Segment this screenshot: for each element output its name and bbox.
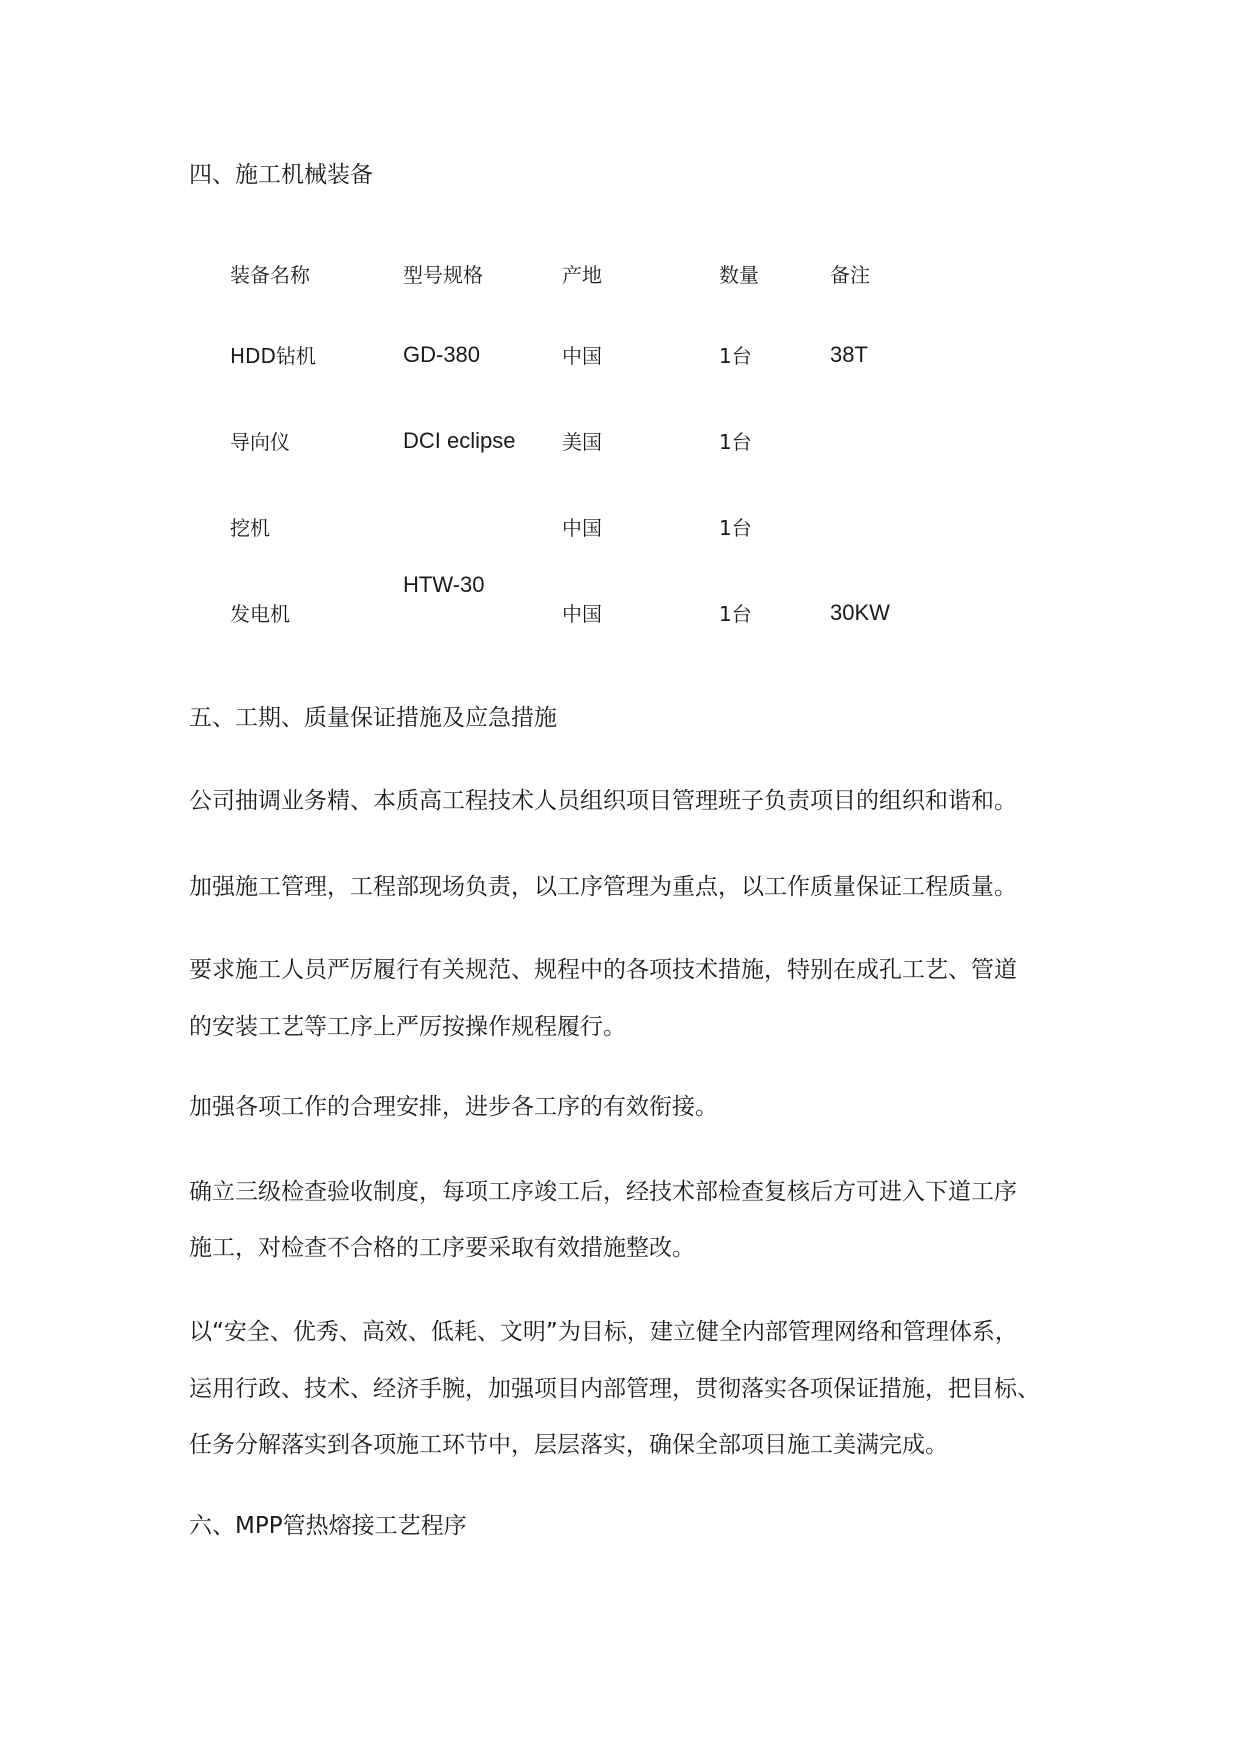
row-name: 发电机 [230,602,290,626]
row-qty: 1台 [719,430,752,454]
paragraph-line: 任务分解落实到各项施工环节中，层层落实，确保全部项目施工美满完成。 [189,1432,948,1458]
paragraph-line: 加强各项工作的合理安排，进步各工序的有效衔接。 [189,1094,718,1120]
paragraph-line: 以“安全、优秀、高效、低耗、文明”为目标，建立健全内部管理网络和管理体系， [189,1319,1018,1345]
row-name: HDD钻机 [230,344,316,368]
paragraph-line: 要求施工人员严厉履行有关规范、规程中的各项技术措施，特别在成孔工艺、管道 [189,957,1017,983]
paragraph-line: 运用行政、技术、经济手腕，加强项目内部管理，贯彻落实各项保证措施，把目标、 [189,1376,1040,1402]
header-model: 型号规格 [403,263,483,287]
row-name: 挖机 [230,516,270,540]
section-heading-equipment: 四、施工机械装备 [189,162,373,188]
row-model: DCI eclipse [403,428,516,453]
row-origin: 美国 [562,430,602,454]
row-model: HTW-30 [403,572,485,597]
section-heading-mpp: 六、MPP管热熔接工艺程序 [189,1513,467,1539]
header-origin: 产地 [562,263,602,287]
paragraph-line: 的安装工艺等工序上严厉按操作规程履行。 [189,1014,626,1040]
paragraph-line: 确立三级检查验收制度，每项工序竣工后，经技术部检查复核后方可进入下道工序 [189,1179,1017,1205]
row-origin: 中国 [562,602,602,626]
header-note: 备注 [830,263,870,287]
section-heading-schedule: 五、工期、质量保证措施及应急措施 [189,705,557,731]
row-note: 38T [830,342,868,367]
row-name: 导向仪 [230,430,290,454]
row-qty: 1台 [719,344,752,368]
header-name: 装备名称 [230,263,310,287]
paragraph-line: 加强施工管理，工程部现场负责，以工序管理为重点，以工作质量保证工程质量。 [189,874,1017,900]
paragraph-line: 施工，对检查不合格的工序要采取有效措施整改。 [189,1235,695,1261]
row-note: 30KW [830,600,890,625]
row-origin: 中国 [562,344,602,368]
header-qty: 数量 [719,263,759,287]
row-model: GD-380 [403,342,481,367]
row-origin: 中国 [562,516,602,540]
row-qty: 1台 [719,516,752,540]
row-qty: 1台 [719,602,752,626]
paragraph-line: 公司抽调业务精、本质高工程技术人员组织项目管理班子负责项目的组织和谐和。 [189,788,1017,814]
